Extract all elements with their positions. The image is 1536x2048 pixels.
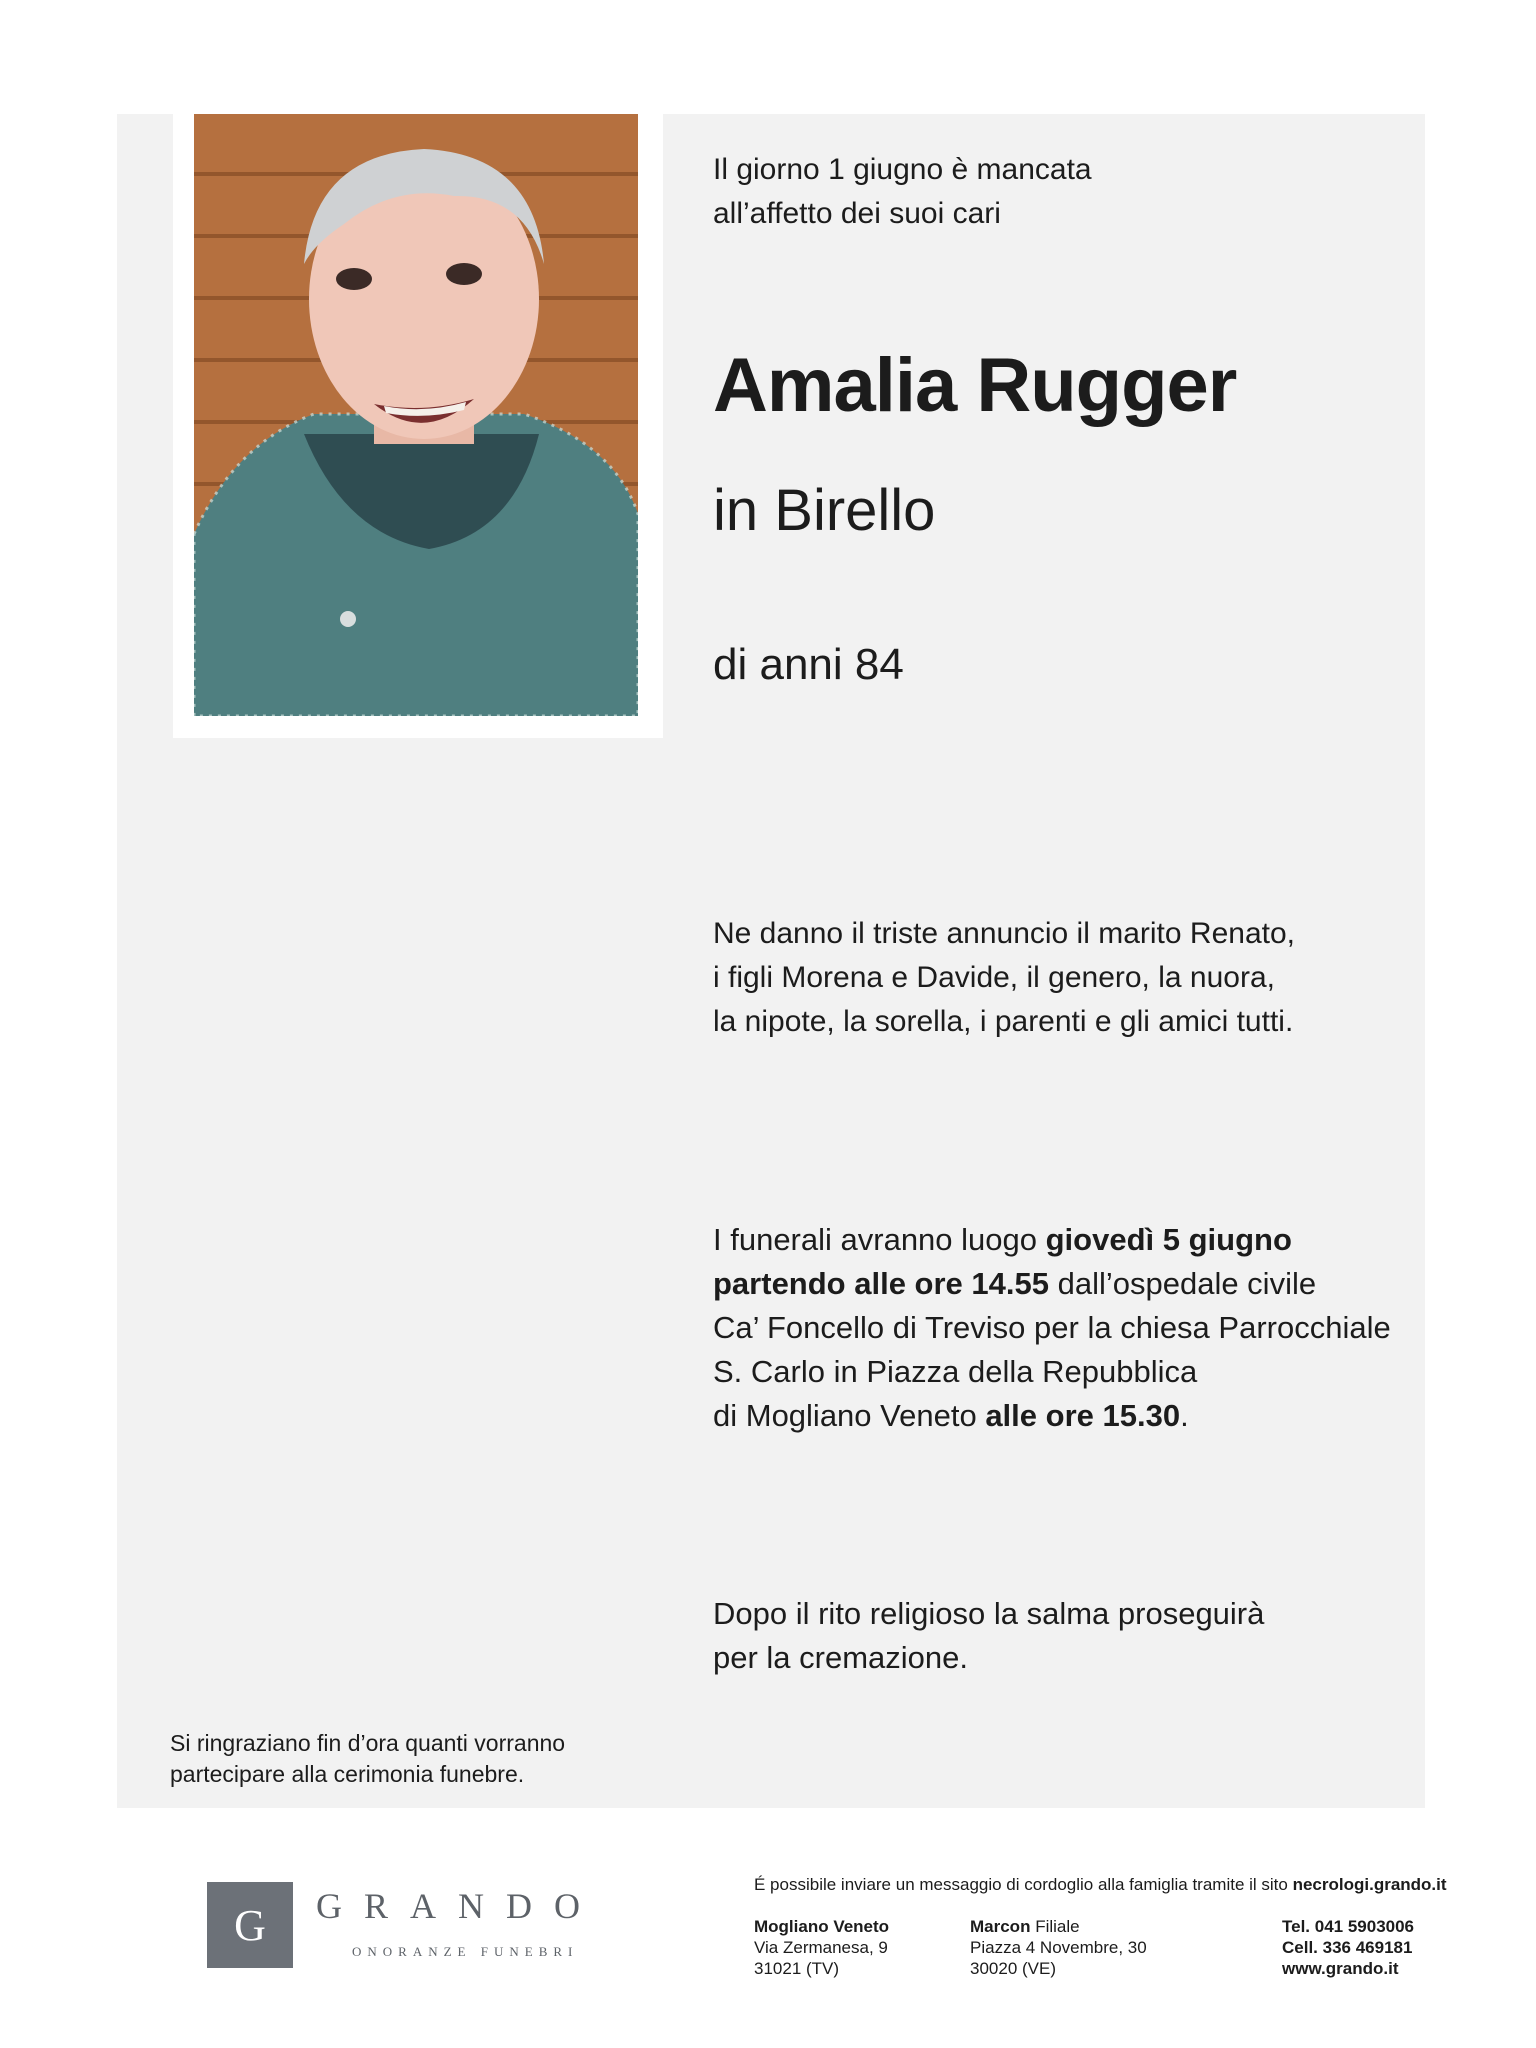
contact-info	[1282, 1916, 1414, 1979]
intro-line: all’affetto dei suoi cari	[713, 197, 1001, 230]
funeral-line: Ca’ Foncello di Treviso per la chiesa Parrocchiale	[713, 1310, 1391, 1345]
office-city: Marcon	[970, 1917, 1031, 1936]
funeral-details	[713, 1218, 1391, 1438]
office-heading	[970, 1916, 1147, 1937]
announcement-line: i figli Morena e Davide, il genero, la nuora,	[713, 961, 1275, 994]
funeral-mass-time: alle ore 15.30	[985, 1398, 1181, 1433]
office-street: Via Zermanesa, 9	[754, 1938, 888, 1957]
contact-website[interactable]: www.grando.it	[1282, 1959, 1399, 1978]
portrait-illustration	[194, 114, 638, 716]
announcement-text	[713, 912, 1295, 1044]
office-postal: 31021 (TV)	[754, 1959, 840, 1978]
funeral-line	[713, 1218, 1391, 1262]
grando-logo-subtitle: ONORANZE FUNEBRI	[352, 1944, 579, 1959]
intro-line: Il giorno 1 giugno è mancata	[713, 153, 1092, 186]
funeral-text: .	[1180, 1398, 1189, 1433]
office-street: Piazza 4 Novembre, 30	[970, 1938, 1147, 1957]
office-type: Filiale	[1030, 1917, 1080, 1936]
condolence-text: É possibile inviare un messaggio di cordoglio alla famiglia tramite il sito	[754, 1875, 1293, 1894]
office-city: Mogliano Veneto	[754, 1917, 890, 1936]
condolence-site-link[interactable]: necrologi.grando.it	[1292, 1875, 1447, 1894]
thanks-text	[170, 1728, 565, 1790]
funeral-departure-time: partendo alle ore 14.55	[713, 1266, 1049, 1301]
thanks-line: partecipare alla cerimonia funebre.	[170, 1761, 525, 1787]
announcement-line: Ne danno il triste annuncio il marito Renato,	[713, 917, 1295, 950]
funeral-line: S. Carlo in Piazza della Repubblica	[713, 1354, 1198, 1389]
portrait-photo	[194, 114, 638, 716]
condolence-note	[754, 1874, 1447, 1895]
thanks-line: Si ringraziano fin d’ora quanti vorranno	[170, 1730, 566, 1756]
contact-tel[interactable]: Tel. 041 5903006	[1282, 1917, 1415, 1936]
office-postal: 30020 (VE)	[970, 1959, 1056, 1978]
married-name: in Birello	[713, 478, 936, 543]
funeral-text: di Mogliano Veneto	[713, 1398, 986, 1433]
funeral-text: I funerali avranno luogo	[713, 1222, 1046, 1257]
office-marcon	[970, 1916, 1147, 1979]
grando-logo-mark: G	[207, 1882, 293, 1968]
deceased-name: Amalia Rugger	[713, 343, 1237, 428]
office-mogliano	[754, 1916, 889, 1979]
cremation-line: per la cremazione.	[713, 1640, 969, 1675]
intro-text	[713, 148, 1092, 236]
funeral-line	[713, 1262, 1391, 1306]
grando-logo-word: GRANDO	[316, 1886, 603, 1926]
announcement-line: la nipote, la sorella, i parenti e gli amici tutti.	[713, 1005, 1294, 1038]
cremation-text	[713, 1592, 1264, 1680]
contact-cell[interactable]: Cell. 336 469181	[1282, 1938, 1413, 1957]
cremation-line: Dopo il rito religioso la salma proseguirà	[713, 1596, 1265, 1631]
funeral-text: dall’ospedale civile	[1048, 1266, 1317, 1301]
age-text: di anni 84	[713, 640, 904, 689]
funeral-line	[713, 1394, 1391, 1438]
funeral-date: giovedì 5 giugno	[1045, 1222, 1292, 1257]
